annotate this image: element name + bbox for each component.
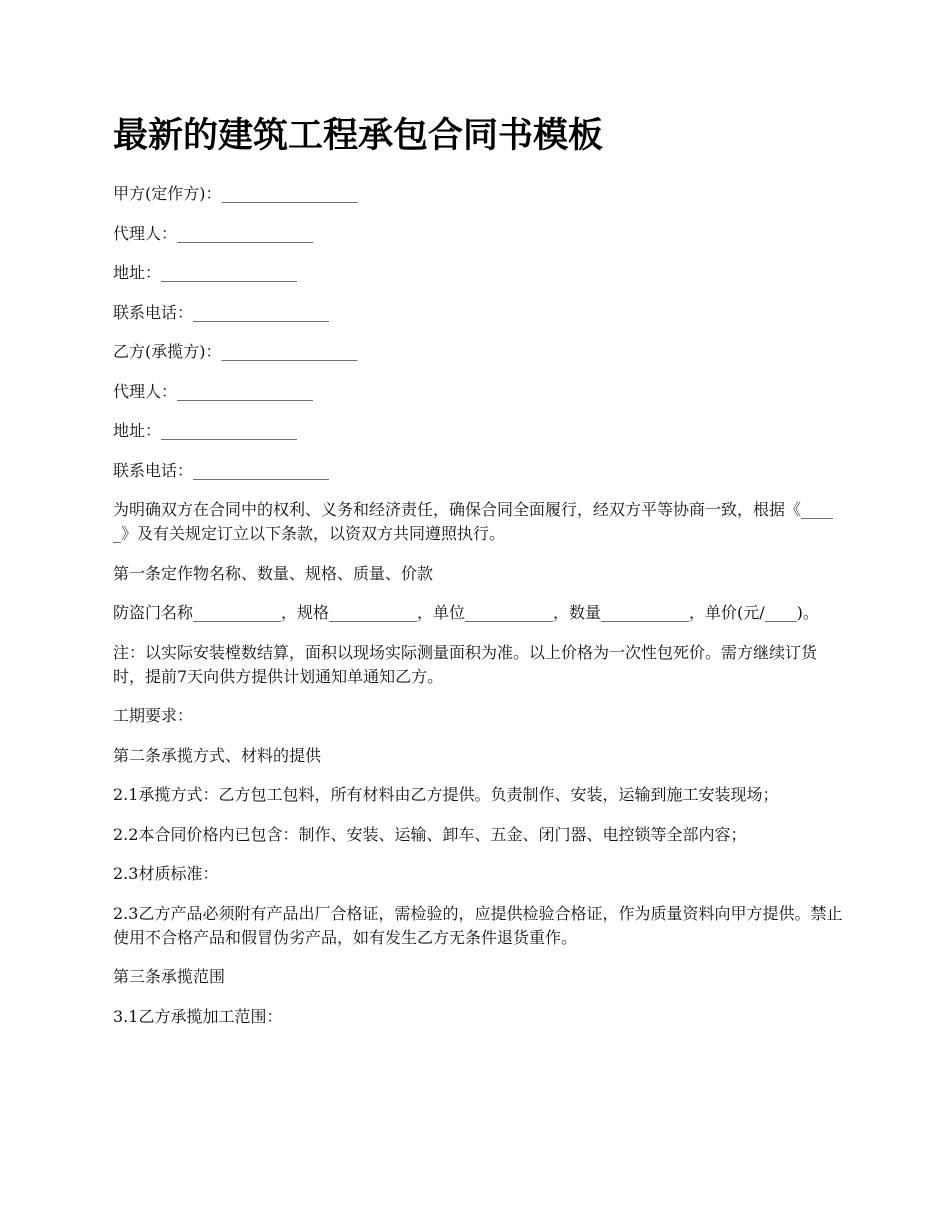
preamble-paragraph: 为明确双方在合同中的权利、义务和经济责任，确保合同全面履行，经双方平等协商一致，根据《_____》及有关规定订立以下条款，以资双方共同遵照执行。	[113, 500, 834, 543]
document-title: 最新的建筑工程承包合同书模板	[113, 116, 604, 156]
clause-2-3-certificate: 2.3乙方产品必须附有产品出厂合格证，需检验的，应提供检验合格证，作为质量资料向甲方提供。禁止使用不合格产品和假冒伪劣产品，如有发生乙方无条件退货重作。	[113, 903, 843, 947]
article-1-heading: 第一条定作物名称、数量、规格、质量、价款	[113, 563, 434, 583]
note-paragraph: 注：以实际安装樘数结算，面积以现场实际测量面积为准。以上价格为一次性包死价。需方继续订货时，提前7天向供方提供计划通知单通知乙方。	[113, 642, 818, 686]
clause-2-3-standard: 2.3材质标准：	[113, 864, 219, 883]
party-b-agent-line: 代理人：_________________	[113, 381, 314, 401]
article-3-heading: 第三条承揽范围	[113, 967, 226, 986]
document-page	[113, 112, 843, 1044]
party-b-phone-line: 联系电话：_________________	[113, 460, 330, 480]
party-b-address-line: 地址：_________________	[113, 421, 298, 440]
clause-3-1: 3.1乙方承揽加工范围：	[113, 1006, 283, 1026]
clause-2-2: 2.2本合同价格内已包含：制作、安装、运输、卸车、五金、闭门器、电控锁等全部内容；	[113, 824, 747, 844]
party-b-line: 乙方(承揽方)：_________________	[113, 342, 358, 361]
party-a-phone-line: 联系电话：_________________	[113, 302, 330, 322]
party-a-address-line: 地址：_________________	[113, 263, 298, 282]
product-spec-line: 防盗门名称___________，规格___________，单位___________，数量___________，单价(元/____)。	[113, 603, 819, 622]
schedule-requirement-line: 工期要求：	[113, 706, 194, 725]
article-2-heading: 第二条承揽方式、材料的提供	[113, 745, 322, 765]
party-a-agent-line: 代理人：_________________	[113, 223, 314, 243]
clause-2-1: 2.1承揽方式：乙方包工包料，所有材料由乙方提供。负责制作、安装，运输到施工安装现场；	[113, 785, 779, 804]
party-a-line: 甲方(定作方)：_________________	[113, 184, 358, 203]
